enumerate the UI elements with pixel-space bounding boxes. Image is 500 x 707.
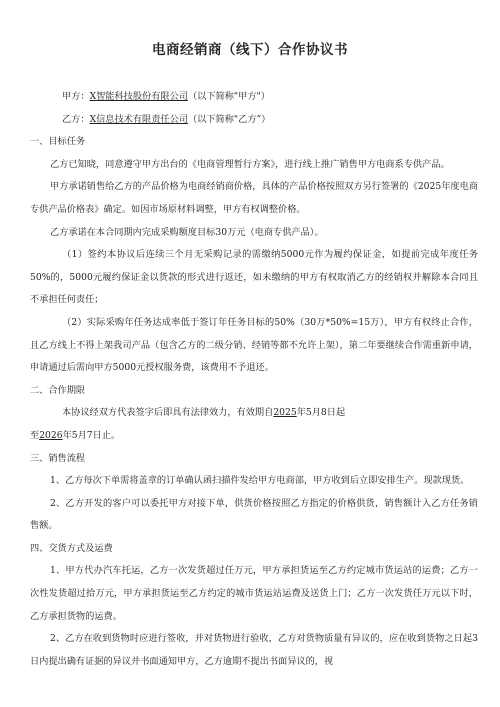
section-3-paragraph: 2、乙方开发的客户可以委托甲方对接下单，供货价格按照乙方指定的价格供货，销售额计入乙方任务销售额。 xyxy=(30,497,478,532)
section-1-paragraph: 乙方承诺在本合同期内完成采购额度目标30万元（电商专供产品）。 xyxy=(50,226,324,238)
section-3-heading: 三、销售流程 xyxy=(30,452,86,464)
party-b-name: X信息技术有限责任公司 xyxy=(89,113,188,125)
document-body xyxy=(30,86,478,673)
term-text: 本协议经双方代表签字后即具有法律效力，有效期自 xyxy=(62,407,274,419)
section-2-heading: 二、合作期限 xyxy=(30,384,86,396)
section-4-paragraph: 2、乙方在收到货物时应进行签收，并对货物进行验收，乙方对货物质量有异议的，应在收到货物之日起3日内提出确有证据的异议并书面通知甲方，乙方逾期不提出书面异议的，视 xyxy=(30,633,478,667)
section-1-paragraph: 乙方已知晓，同意遵守甲方出台的《电商管理暂行方案》，进行线上推广销售甲方电商系专供产品。 xyxy=(50,158,450,170)
term-text: 年5月7日止。 xyxy=(62,429,121,441)
term-text: 至 xyxy=(30,429,40,441)
section-1-heading: 一、目标任务 xyxy=(30,136,86,148)
section-1-clause-2: （2）实际采购年任务达成率低于签订年任务目标的50%（30万*50%=15万），甲方有权终止合作，且乙方线上不得上架我司产品（包含乙方的二级分销、经销等都不允许上架），第二年要继续合作需重新申请，申请通过后需向甲方5000元授权服务费，该费用不予退还。 xyxy=(30,316,478,374)
party-b-note: （以下简称"乙方”） xyxy=(187,113,271,125)
section-1-clause-1: （1）签约本协议后连续三个月无采购记录的需缴纳5000元作为履约保证金，如提前完成年度任务50%的，5000元履约保证金以货款的形式进行返还，如未缴纳的甲方有权取消乙方的经销权并解除本合同且不承担任何责任； xyxy=(30,249,478,306)
party-b-line xyxy=(30,109,478,132)
party-a-line xyxy=(30,86,478,109)
section-1-paragraph: 甲方承诺销售给乙方的产品价格为电商经销商价格，具体的产品价格按照双方另行签署的《2025年度电商专供产品价格表》确定。如因市场原材料调整，甲方有权调整价格。 xyxy=(30,181,478,215)
section-4-heading: 四、交货方式及运费 xyxy=(30,542,113,554)
party-b-label: 乙方： xyxy=(62,113,90,125)
term-line-1 xyxy=(30,402,478,425)
document-title: 电商经销商（线下）合作协议书 xyxy=(152,42,348,58)
party-a-note: （以下简称"甲方"） xyxy=(187,91,270,102)
party-a-label: 甲方： xyxy=(62,91,90,102)
term-line-2 xyxy=(30,425,478,448)
term-end-year: 2026 xyxy=(39,429,63,441)
party-a-name: X智能科技股份有限公司 xyxy=(89,91,188,102)
term-text: 年5月8日起 xyxy=(296,407,346,419)
section-3-paragraph: 1、乙方每次下单需将盖章的订单确认函扫描件发给甲方电商部，甲方收到后立即安排生产。现款现货。 xyxy=(50,475,470,487)
section-4-paragraph: 1、甲方代办汽车托运，乙方一次发货超过任万元，甲方承担货运至乙方约定城市货运站的运费；乙方一次性发货超过拾万元，甲方承担货运至乙方约定的城市货运站运费及送货上门；乙方一次发货任万元以下时，乙方承担货物的运费。 xyxy=(30,565,478,622)
term-start-year: 2025 xyxy=(273,407,297,419)
